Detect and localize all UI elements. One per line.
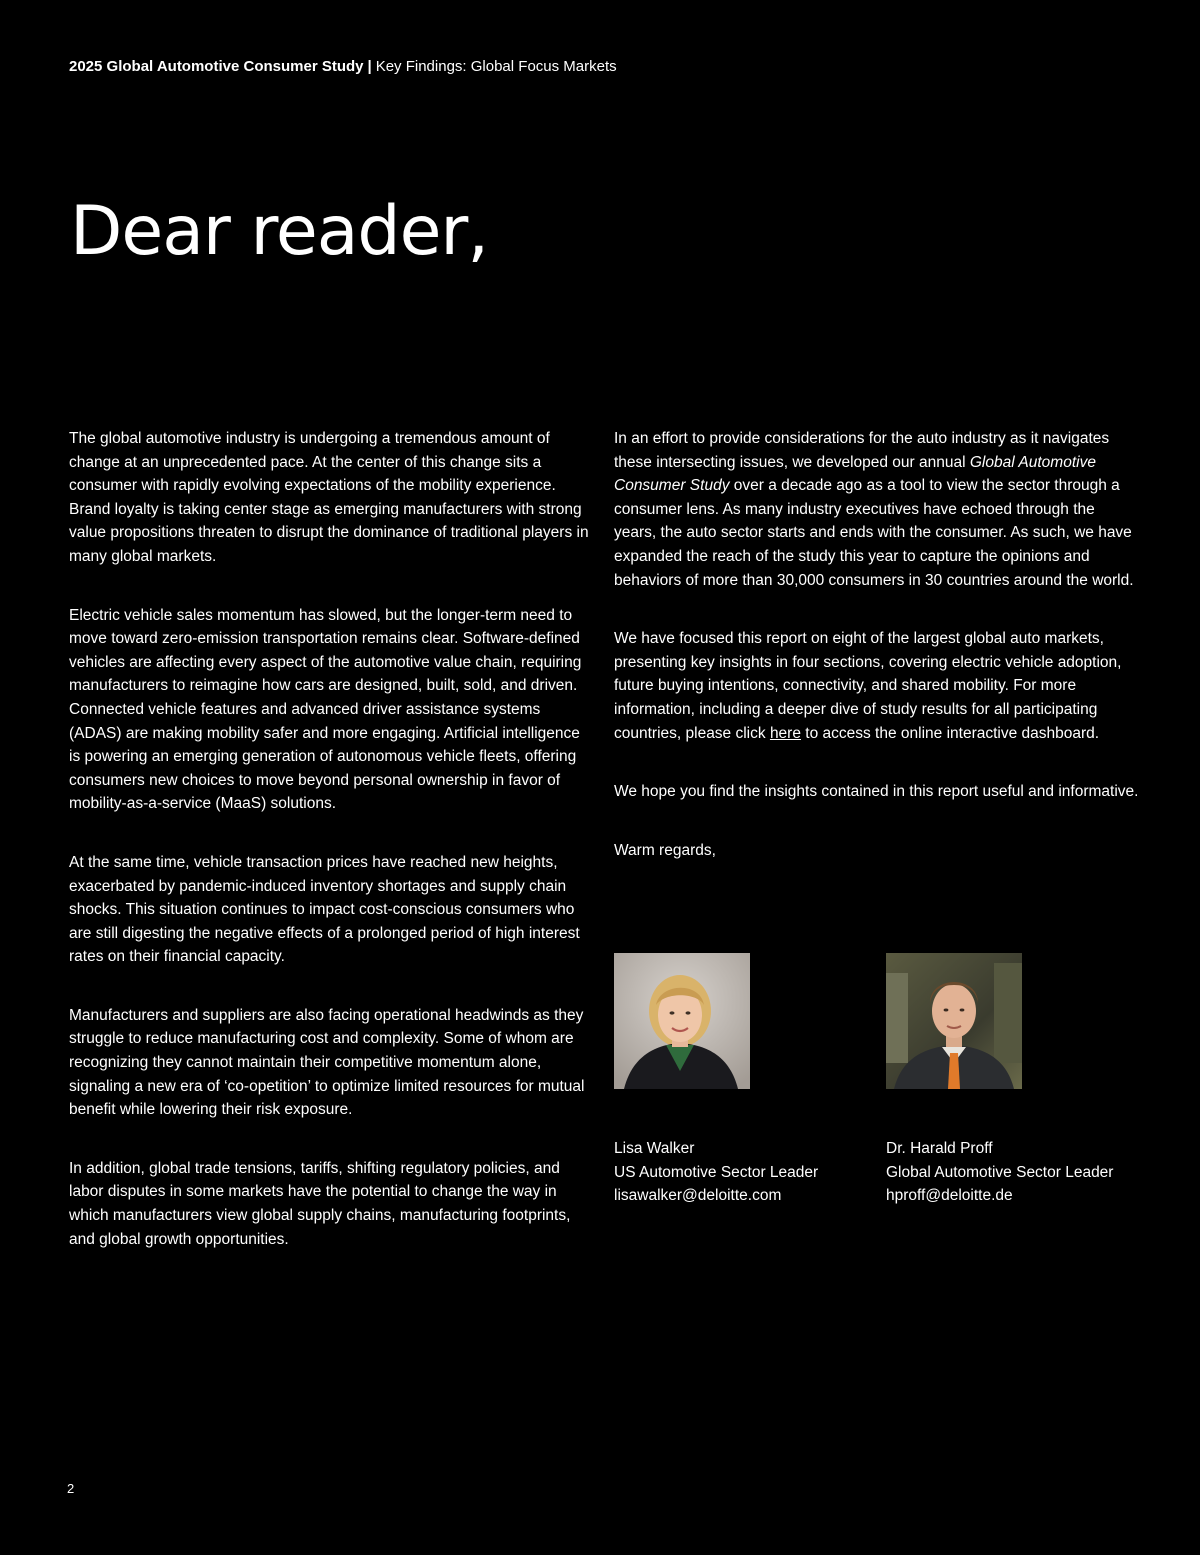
signatory-lisa-walker: [614, 1137, 818, 1208]
page-title: Dear reader,: [70, 192, 488, 271]
header-separator: |: [367, 58, 372, 75]
portrait-harald-proff-image: [886, 953, 1022, 1089]
left-paragraph-3: At the same time, vehicle transaction prices have reached new heights, exacerbated by pandemic-induced inventory shortages and supply chain shocks. This situation continues to impact cost-conscious consumers who are still digesting the negative effects of a prolonged period of high interest rates on their financial capacity.: [69, 853, 580, 966]
header-section-title: Key Findings: Global Focus Markets: [375, 58, 617, 75]
portrait-photo-harald-proff: [886, 953, 1022, 1089]
right-paragraph-1-text-a: In an effort to provide considerations for the auto industry as it navigates these intersecting issues, we developed our annual: [614, 430, 1110, 471]
right-paragraph-2-text-a: We have focused this report on eight of the largest global auto markets, presenting key insights in four sections, covering electric vehicle adoption, future buying intentions, connectivity, and shared mobility. For more information, including a deeper dive of study results for all participating countries, please click: [614, 630, 1122, 742]
left-paragraph-4: Manufacturers and suppliers are also facing operational headwinds as they struggle to reduce manufacturing cost and complexity. Some of whom are recognizing they cannot maintain their competitive momentum alone, signaling a new era of ‘co-opetition’ to optimize limited resources for mutual benefit while lowering their risk exposure.: [69, 1006, 585, 1119]
study-title-italic: Global Automotive Consumer Study: [614, 453, 1096, 495]
closing-salutation: Warm regards,: [614, 841, 716, 859]
left-paragraph-2: Electric vehicle sales momentum has slowed, but the longer-term need to move toward zero-emission transportation remains clear. Software-defined vehicles are affecting every aspect of the automotive value chain, requiring manufacturers to reimagine how cars are designed, built, sold, and driven. Connected vehicle features and advanced driver assistance systems (ADAS) are making mobility safer and more engaging. Artificial intelligence is powering an emerging generation of autonomous vehicle fleets, offering consumers new choices to move beyond personal ownership in favor of mobility-as-a-service (MaaS) solutions.: [69, 606, 582, 813]
right-paragraph-2: [614, 627, 1139, 745]
portrait-photo-lisa-walker: [614, 953, 750, 1089]
right-paragraph-2-text-b: to access the online interactive dashboard.: [800, 724, 1100, 742]
signatory-name: Lisa Walker: [614, 1140, 695, 1157]
signatory-role: US Automotive Sector Leader: [614, 1163, 819, 1181]
signatory-email[interactable]: lisawalker@deloitte.com: [614, 1187, 782, 1205]
signatory-role: Global Automotive Sector Leader: [886, 1163, 1114, 1181]
signatory-email[interactable]: hproff@deloitte.de: [886, 1187, 1013, 1205]
right-paragraph-1: [614, 427, 1139, 592]
right-paragraph-3: We hope you find the insights contained in this report useful and informative.: [614, 783, 1139, 801]
page-number: 2: [67, 1481, 75, 1496]
left-column: [69, 427, 589, 1251]
dashboard-link[interactable]: here: [769, 724, 801, 742]
right-paragraph-1-text-b: over a decade ago as a tool to view the sector through a consumer lens. As many industry executives have echoed through the years, the auto sector starts and ends with the consumer. As such, we have expanded the reach of the study this year to capture the opinions and behaviors of more than 30,000 consumers in 30 countries around the world.: [614, 477, 1134, 589]
portrait-lisa-walker-image: [614, 953, 750, 1089]
right-column: [614, 427, 1139, 862]
header-study-title: 2025 Global Automotive Consumer Study: [69, 58, 364, 75]
running-header: [69, 57, 617, 77]
signatory-harald-proff: [886, 1137, 1113, 1208]
signatory-name: Dr. Harald Proff: [886, 1140, 993, 1157]
left-paragraph-1: The global automotive industry is undergoing a tremendous amount of change at an unprecedented pace. At the center of this change sits a consumer with rapidly evolving expectations of the mobility experience. Brand loyalty is taking center stage as emerging manufacturers with strong value propositions threaten to disrupt the dominance of traditional players in many global markets.: [69, 430, 589, 565]
left-paragraph-5: In addition, global trade tensions, tariffs, shifting regulatory policies, and labor disputes in some markets have the potential to change the way in which manufacturers view global supply chains, manufacturing footprints, and global growth opportunities.: [69, 1159, 571, 1248]
